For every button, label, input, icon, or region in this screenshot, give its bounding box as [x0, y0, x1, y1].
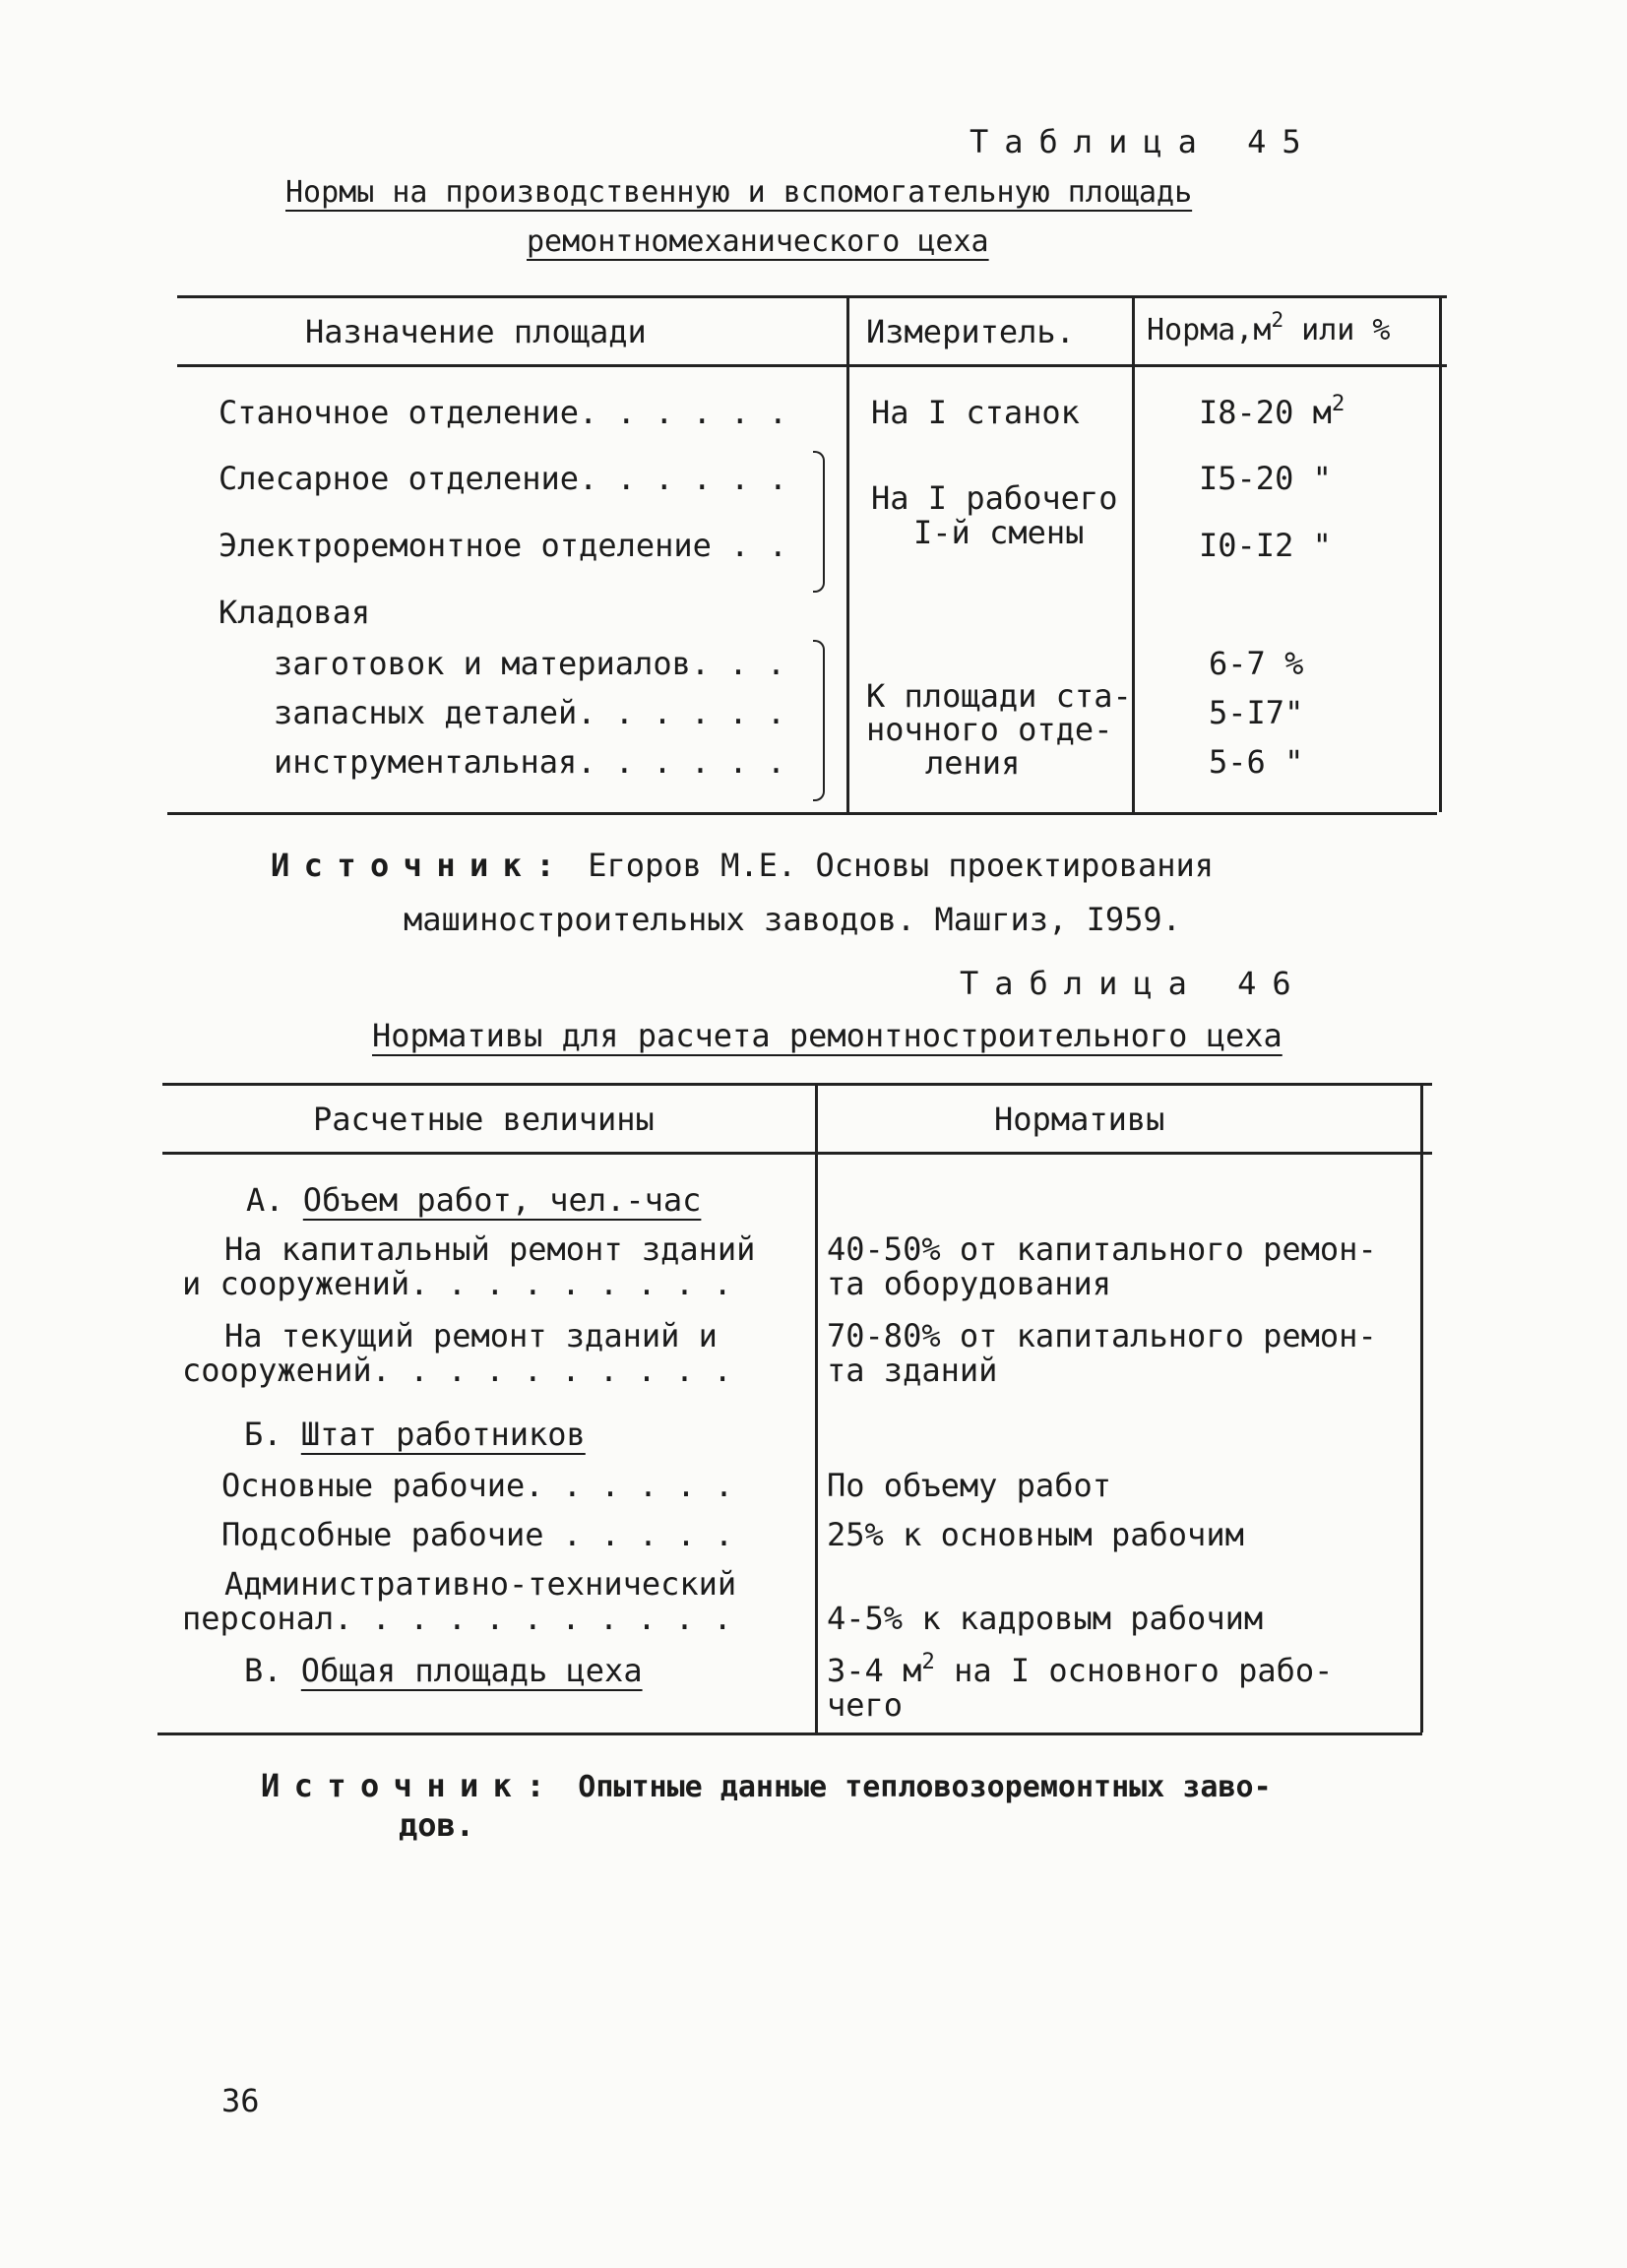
- table46-header-norms: Нормативы: [994, 1101, 1165, 1138]
- table45-unit-area-line1: К площади ста-: [866, 677, 1132, 715]
- table46-header-rule: [162, 1152, 1432, 1155]
- table46-row-label: Основные рабочие. . . . . .: [221, 1467, 734, 1504]
- table46-source-line2: дов.: [399, 1806, 475, 1844]
- table46-section-c: В. Общая площадь цеха: [244, 1652, 643, 1689]
- table45-title-line1: Нормы на производственную и вспомогательную площадь: [285, 175, 1193, 210]
- table45-row-purpose: Слесарное отделение. . . . . .: [219, 460, 787, 497]
- table46-title: Нормативы для расчета ремонтностроительного цеха: [372, 1017, 1283, 1054]
- table45-bottom-rule: [167, 812, 1437, 815]
- table46-row-norm: та оборудования: [827, 1265, 1111, 1302]
- table46-row-norm: По объему работ: [827, 1467, 1111, 1504]
- table45-header-norm: $Норма,м^2$ или %: [1147, 308, 1391, 347]
- table45-row-norm: 5-6 ": [1209, 743, 1304, 781]
- table45-row-purpose: инструментальная. . . . . .: [274, 743, 786, 781]
- table45-row-norm: 5-I7": [1209, 694, 1304, 731]
- table45-title-line2: ремонтномеханического цеха: [527, 224, 989, 259]
- table45-unit-area-line2: ночного отде-: [866, 711, 1113, 748]
- page-number: 36: [221, 2082, 260, 2119]
- table46-right-border: [1420, 1083, 1423, 1732]
- table45-row-purpose: запасных деталей. . . . . .: [274, 694, 786, 731]
- table45-unit-worker-line1: На I рабочего: [871, 479, 1118, 517]
- table45-row-norm: 6-7 %: [1209, 645, 1304, 682]
- table45-row-purpose: Электроремонтное отделение . .: [219, 527, 787, 564]
- table45-brace-worker: [813, 451, 825, 593]
- table46-row-label: На текущий ремонт зданий и: [224, 1317, 718, 1354]
- table45-label: Таблица 45: [970, 123, 1317, 160]
- table46-bottom-rule: [157, 1732, 1422, 1735]
- table46-row-norm: 70-80% от капитального ремон-: [827, 1317, 1377, 1354]
- table45-row-purpose: Станочное отделение. . . . . .: [219, 394, 787, 431]
- table46-row-label: Подсобные рабочие . . . . .: [221, 1516, 734, 1553]
- source-label: Источник:: [261, 1767, 559, 1804]
- table45-header-rule: [177, 364, 1447, 367]
- table45-row-norm: I0-I2 ": [1199, 527, 1332, 564]
- table45-header-purpose: Назначение площади: [305, 313, 647, 350]
- table46-row-label: На капитальный ремонт зданий: [224, 1230, 756, 1268]
- table46-label: Таблица 46: [960, 965, 1307, 1002]
- table46-row-norm: та зданий: [827, 1352, 998, 1389]
- table46-top-rule: [162, 1083, 1432, 1086]
- table46-row-label: персонал. . . . . . . . . . .: [182, 1600, 732, 1637]
- table46-source-line1: Источник: Опытные данные тепловозоремонтных заво-: [261, 1767, 1272, 1804]
- table46-row-norm: 3-4 $м^2$ на I основного рабо-: [827, 1648, 1334, 1689]
- table45-brace-storage: [813, 640, 825, 801]
- table45-header-unit: Измеритель.: [866, 313, 1075, 350]
- table46-col-divider: [815, 1083, 818, 1732]
- table45-col-divider-1: [846, 295, 849, 812]
- table46-row-norm: чего: [827, 1686, 904, 1724]
- table45-source-line2: машиностроительных заводов. Машгиз, I959.: [404, 901, 1181, 938]
- table45-row-norm: I5-20 ": [1199, 460, 1332, 497]
- table45-row-purpose: заготовок и материалов. . .: [274, 645, 786, 682]
- table45-top-rule: [177, 295, 1447, 298]
- table45-unit-area-line3: ления: [925, 744, 1021, 782]
- table46-section-b: Б. Штат работников: [244, 1416, 586, 1453]
- table46-row-label: Административно-технический: [224, 1565, 737, 1603]
- table46-section-a: А. Объем работ, чел.-час: [246, 1181, 702, 1219]
- table45-col-divider-2: [1132, 295, 1135, 812]
- table46-header-values: Расчетные величины: [313, 1101, 655, 1138]
- table45-unit-worker-line2: I-й смены: [913, 514, 1085, 551]
- table46-row-norm: 40-50% от капитального ремон-: [827, 1230, 1377, 1268]
- table45-unit-machine: На I станок: [871, 394, 1080, 431]
- source-label: Источник:: [271, 847, 569, 884]
- table45-row-norm: I8-20 $м^2$: [1199, 390, 1345, 431]
- table45-right-border: [1439, 295, 1442, 812]
- table45-row-purpose: Кладовая: [219, 594, 371, 631]
- table45-source-line1: Источник: Егоров М.Е. Основы проектирования: [271, 847, 1215, 884]
- table46-row-norm: 25% к основным рабочим: [827, 1516, 1244, 1553]
- table46-row-label: сооружений. . . . . . . . . .: [182, 1352, 732, 1389]
- table46-row-label: и сооружений. . . . . . . . .: [182, 1265, 732, 1302]
- table46-row-norm: 4-5% к кадровым рабочим: [827, 1600, 1264, 1637]
